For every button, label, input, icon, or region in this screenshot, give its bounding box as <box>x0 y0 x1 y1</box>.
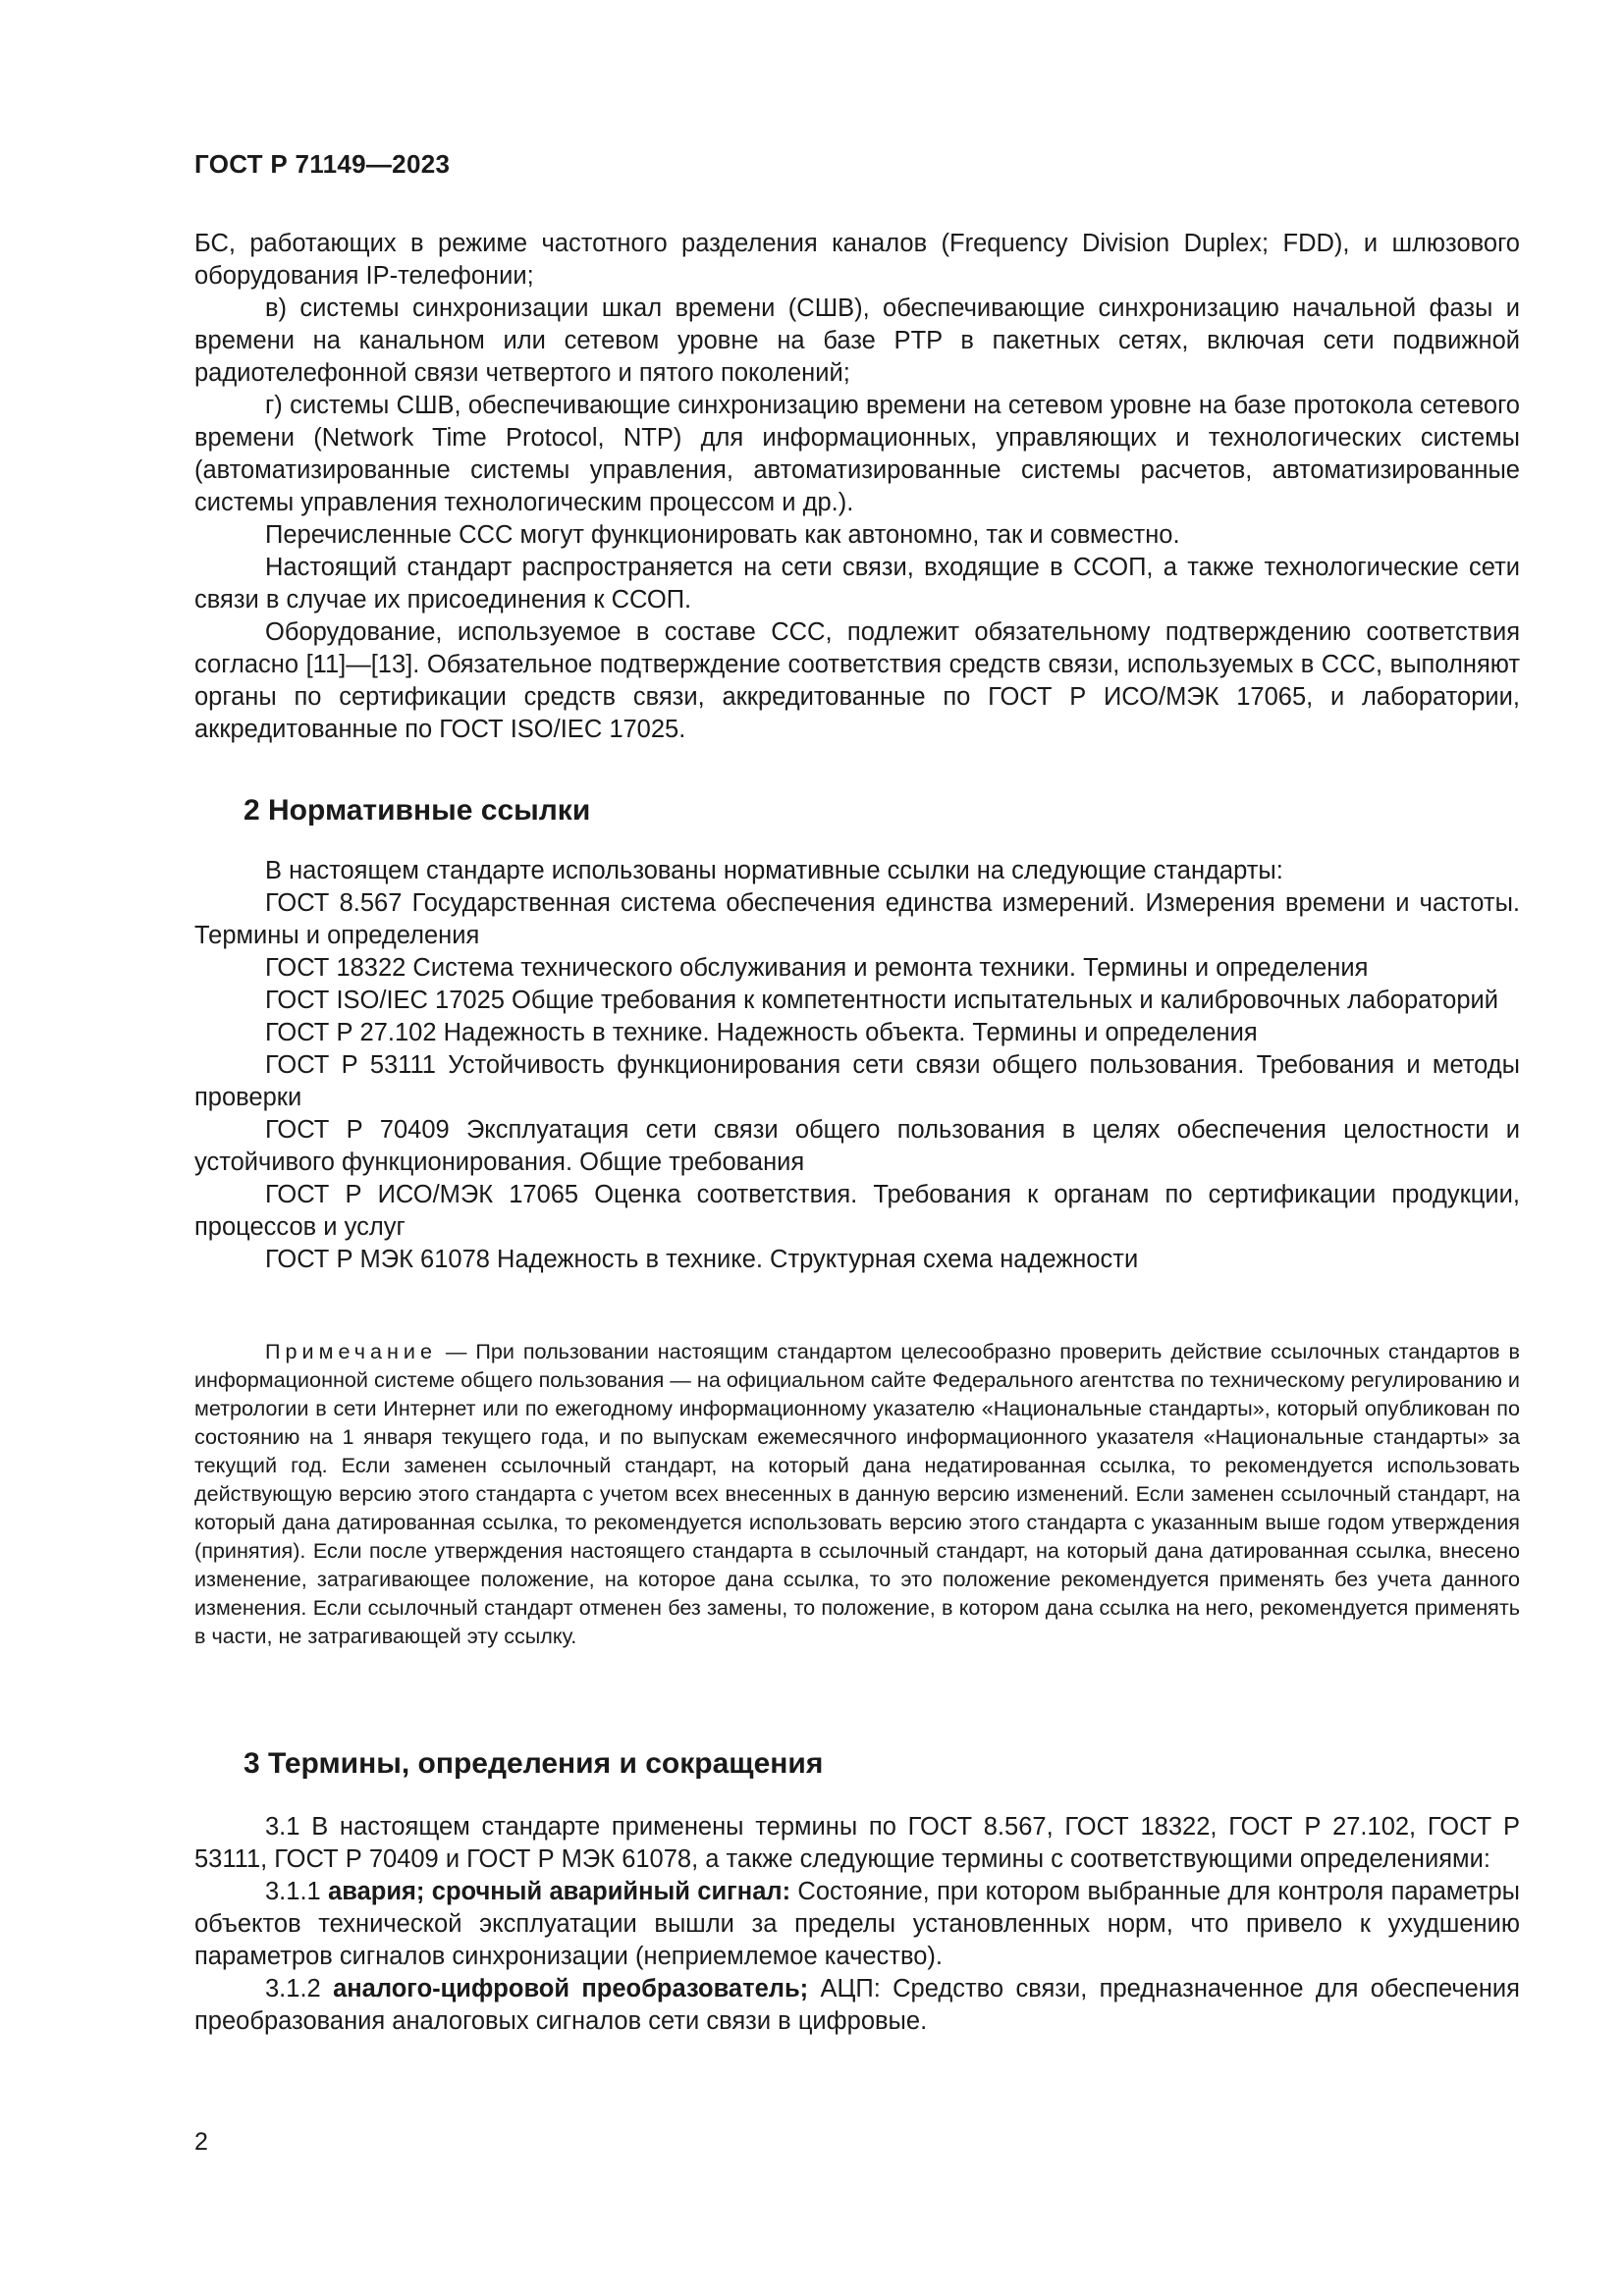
paragraph: БС, работающих в режиме частотного разделения каналов (Frequency Division Duplex; FDD), и шлюзового оборудования IP-телефонии; <box>194 230 1520 290</box>
paragraph: Оборудование, используемое в составе ССС, подлежит обязательному подтверждению соответствия согласно [11]—[13]. Обязательное подтверждение соответствия средств связи, используемых в ССС, выполняют органы по сертификации средств связи, аккредитованные по ГОСТ Р ИСО/МЭК 17065, и лаборатории, аккредитованные по ГОСТ ISO/IEC 17025. <box>194 618 1520 743</box>
reference-item: ГОСТ 8.567 Государственная система обеспечения единства измерений. Измерения времени и частоты. Термины и определения <box>194 889 1520 949</box>
term-definition <box>194 1876 1520 1973</box>
section-heading-normative-references: 2 Нормативные ссылки <box>244 794 591 827</box>
paragraph: Перечисленные ССС могут функционировать как автономно, так и совместно. <box>265 521 1180 549</box>
section-heading-terms: 3 Термины, определения и сокращения <box>244 1747 824 1780</box>
term-text: Состояние, при котором выбранные для контроля параметры объектов технической эксплуатации вышли за пределы установленных норм, что привело к ухудшению параметров сигналов синхронизации (неприемлемое качество). <box>194 1878 1520 1970</box>
paragraph: В настоящем стандарте использованы нормативные ссылки на следующие стандарты: <box>265 857 1283 884</box>
paragraph: г) системы СШВ, обеспечивающие синхронизацию времени на сетевом уровне на базе протокола сетевого времени (Network Time Protocol, NTP) для информационных, управляющих и технологических системы (автоматизированные системы управления, автоматизированные системы расчетов, автоматизированные системы управления технологическим процессом и др.). <box>194 392 1520 516</box>
reference-item: ГОСТ Р 27.102 Надежность в технике. Надежность объекта. Термины и определения <box>265 1019 1258 1046</box>
term-number: 3.1.2 <box>265 1975 334 2002</box>
terms-section <box>194 1811 1520 2038</box>
note-paragraph <box>194 1337 1520 1650</box>
reference-item: ГОСТ 18322 Система технического обслуживания и ремонта техники. Термины и определения <box>265 954 1369 982</box>
reference-item: ГОСТ Р МЭК 61078 Надежность в технике. Структурная схема надежности <box>265 1246 1139 1273</box>
document-header: ГОСТ Р 71149—2023 <box>194 149 451 179</box>
term-name: авария; срочный аварийный сигнал: <box>328 1878 791 1905</box>
paragraph: 3.1 В настоящем стандарте применены термины по ГОСТ 8.567, ГОСТ 18322, ГОСТ Р 27.102, ГОСТ Р 53111, ГОСТ Р 70409 и ГОСТ Р МЭК 61078, а также следующие термины с соответствующими определениями: <box>194 1813 1520 1873</box>
paragraph: в) системы синхронизации шкал времени (СШВ), обеспечивающие синхронизацию начальной фазы и времени на канальном или сетевом уровне на базе PTP в пакетных сетях, включая сети подвижной радиотелефонной связи четвертого и пятого поколений; <box>194 294 1520 387</box>
reference-item: ГОСТ Р ИСО/МЭК 17065 Оценка соответствия. Требования к органам по сертификации продукции, процессов и услуг <box>194 1181 1520 1241</box>
note-text: — При пользовании настоящим стандартом целесообразно проверить действие ссылочных стандартов в информационной системе общего пользования — на официальном сайте Федерального агентства по техническому регулированию и метрологии в сети Интернет или по ежегодному информационному указателю «Национальные стандарты», который опубликован по состоянию на 1 января текущего года, и по выпускам ежемесячного информационного указателя «Национальные стандарты» за текущий год. Если заменен ссылочный стандарт, на который дана недатированная ссылка, то рекомендуется использовать действующую версию этого стандарта с учетом всех внесенных в данную версию изменений. Если заменен ссылочный стандарт, на который дана датированная ссылка, то рекомендуется использовать версию этого стандарта с указанным выше годом утверждения (принятия). Если после утверждения настоящего стандарта в ссылочный стандарт, на который дана датированная ссылка, внесено изменение, затрагивающее положение, на которое дана ссылка, то это положение рекомендуется применять без учета данного изменения. Если ссылочный стандарт отменен без замены, то положение, в котором дана ссылка на него, рекомендуется применять в части, не затрагивающей эту ссылку. <box>194 1339 1520 1648</box>
reference-item: ГОСТ ISO/IEC 17025 Общие требования к компетентности испытательных и калибровочных лабораторий <box>265 987 1498 1014</box>
term-number: 3.1.1 <box>265 1878 329 1905</box>
reference-item: ГОСТ Р 53111 Устойчивость функционирования сети связи общего пользования. Требования и методы проверки <box>194 1051 1520 1111</box>
note-block <box>194 1337 1520 1650</box>
intro-continuation <box>194 228 1520 746</box>
normative-references-list <box>194 855 1520 1276</box>
paragraph: Настоящий стандарт распространяется на сети связи, входящие в ССОП, а также технологические сети связи в случае их присоединения к ССОП. <box>194 554 1520 614</box>
reference-item: ГОСТ Р 70409 Эксплуатация сети связи общего пользования в целях обеспечения целостности и устойчивого функционирования. Общие требования <box>194 1116 1520 1176</box>
term-name: аналого-цифровой преобразователь; <box>333 1975 809 2002</box>
term-definition <box>194 1973 1520 2038</box>
note-label: Примечание <box>265 1339 437 1363</box>
page-number: 2 <box>194 2128 208 2156</box>
term-text: АЦП: Средство связи, предназначенное для обеспечения преобразования аналоговых сигналов сети связи в цифровые. <box>194 1975 1520 2035</box>
